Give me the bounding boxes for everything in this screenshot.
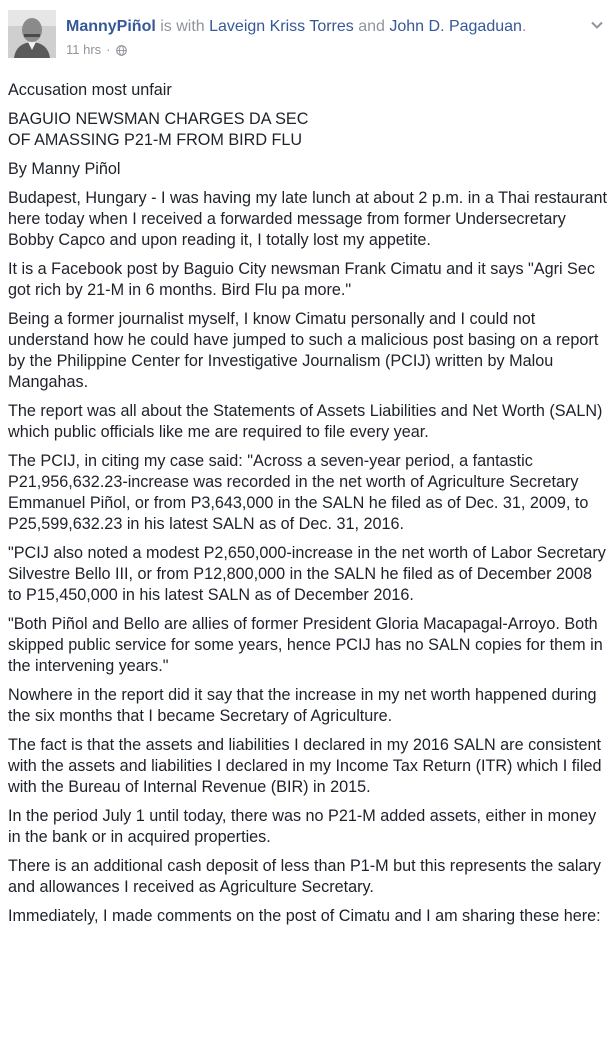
period-text: . [521, 18, 527, 35]
tagged-person-link[interactable]: John D. Pagaduan [389, 18, 522, 35]
post-paragraph: Immediately, I made comments on the post of Cimatu and I am sharing these here: [8, 907, 601, 925]
post-meta [66, 42, 127, 57]
post-byline: By Manny Piñol [8, 160, 121, 178]
author-line [66, 17, 526, 37]
post-paragraph: The report was all about the Statements of Assets Liabilities and Net Worth (SALN) which public officials like me are required to file every year. [8, 402, 603, 441]
timestamp-link[interactable]: 11 hrs [66, 42, 102, 57]
post-paragraph: The PCIJ, in citing my case said: "Across a seven-year period, a fantastic P21,956,632.23-increase was recorded in the net worth of Agriculture Secretary Emmanuel Piñol, or from P3,643,000 in the SALN he filed as of Dec. 31, 2009, to P25,599,632.23 in his latest SALN as of Dec. 31, 2016. [8, 452, 589, 533]
post-header [0, 0, 614, 72]
post-paragraph: In the period July 1 until today, there was no P21-M added assets, either in money in the bank or in acquired properties. [8, 807, 597, 846]
post-paragraph: Budapest, Hungary - I was having my late lunch at about 2 p.m. in a Thai restaurant here today when I received a forwarded message from former Undersecretary Bobby Capco and upon reading it, I totally lost my appetite. [8, 189, 607, 249]
post-paragraph: The fact is that the assets and liabilities I declared in my 2016 SALN are consistent with the assets and liabilities I declared in my Income Tax Return (ITR) which I filed with the Bureau of Internal Revenue (BIR) in 2015. [8, 736, 602, 796]
post-paragraph: Being a former journalist myself, I know Cimatu personally and I could not understand how he could have jumped to such a malicious post basing on a report by the Philippine Center for Investigative Journalism (PCIJ) written by Malou Mangahas. [8, 310, 599, 391]
avatar[interactable] [8, 10, 56, 58]
post-paragraph: It is a Facebook post by Baguio City newsman Frank Cimatu and it says "Agri Sec got rich by 21-M in 6 months. Bird Flu pa more." [8, 260, 595, 299]
avatar-photo [8, 10, 56, 58]
globe-icon[interactable] [116, 44, 127, 55]
chevron-down-icon[interactable] [590, 18, 604, 32]
post-text [8, 80, 608, 935]
with-text: is with [155, 18, 210, 35]
and-text: and [353, 18, 390, 35]
post-paragraph: There is an additional cash deposit of less than P1-M but this represents the salary and allowances I received as Agriculture Secretary. [8, 857, 601, 896]
post-paragraph: Accusation most unfair [8, 81, 172, 99]
tagged-person-link[interactable]: Laveign Kriss Torres [209, 18, 354, 35]
post-paragraph: "Both Piñol and Bello are allies of former President Gloria Macapagal-Arroyo. Both skipped public service for some years, hence PCIJ has no SALN copies for them in the intervening years." [8, 615, 603, 675]
post-headline: BAGUIO NEWSMAN CHARGES DA SEC OF AMASSING P21-M FROM BIRD FLU [8, 110, 309, 149]
separator-dot: · [106, 42, 111, 57]
post-paragraph: "PCIJ also noted a modest P2,650,000-increase in the net worth of Labor Secretary Silvestre Bello III, or from P12,800,000 in the SALN he filed as of December 2008 to P15,450,000 in his latest SALN as of December 2016. [8, 544, 606, 604]
post-paragraph: Nowhere in the report did it say that the increase in my net worth happened during the six months that I became Secretary of Agriculture. [8, 686, 597, 725]
author-name-link[interactable]: MannyPiñol [66, 18, 156, 35]
